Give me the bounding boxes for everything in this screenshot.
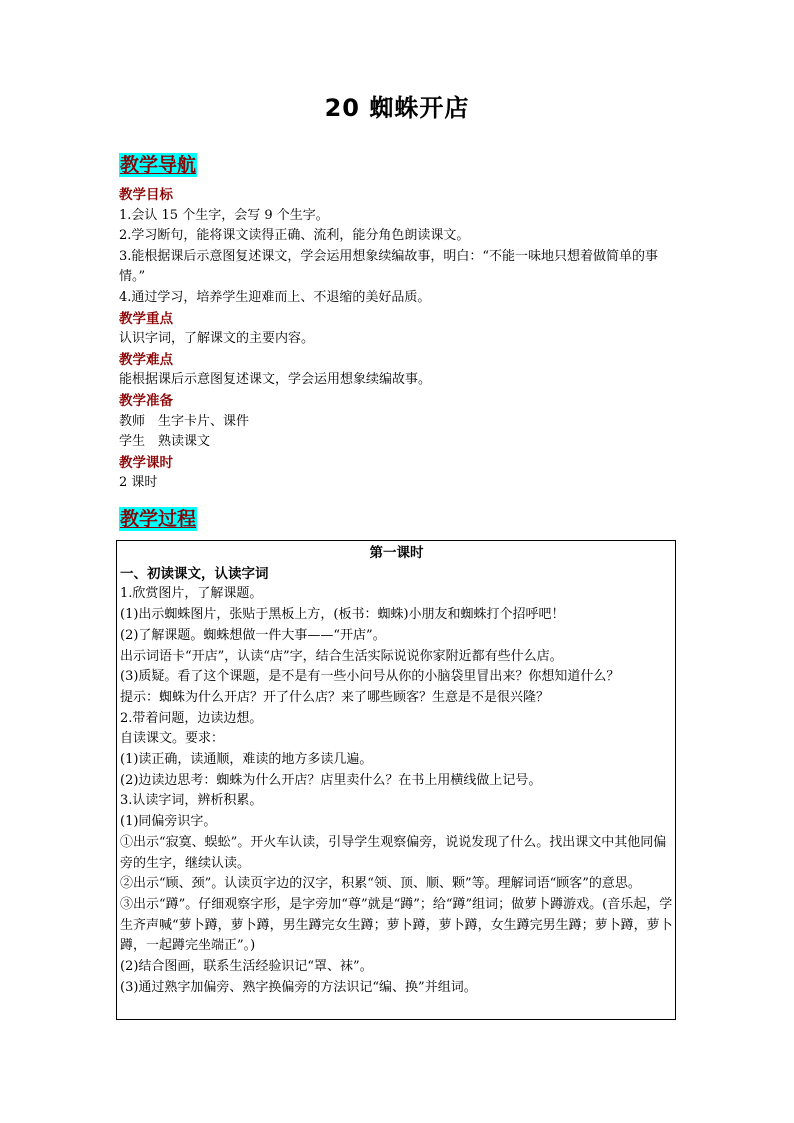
plan-line: 3.能根据课后示意图复述课文，学会运用想象续编故事，明白：“不能一味地只想着做简单的事情。” (119, 248, 659, 285)
lesson-line: (2)了解课题。蜘蛛想做一件大事——“开店”。 (120, 627, 386, 643)
plan-line: 4.通过学习，培养学生迎难而上、不退缩的美好品质。 (119, 289, 431, 305)
lesson-line: 自读课文。要求： (120, 731, 225, 747)
lesson-line: (1)出示蜘蛛图片，张贴于黑板上方，(板书：蜘蛛)小朋友和蜘蛛打个招呼吧！ (120, 607, 565, 623)
lesson-content (120, 584, 673, 998)
lesson-part-title: 一、初读课文，认读字词 (120, 565, 269, 582)
lesson-line: (1)读正确，读通顺，难读的地方多读几遍。 (120, 752, 373, 768)
plan-subheading: 教学准备 (119, 392, 173, 409)
lesson-line: 2.带着问题，边读边想。 (120, 710, 263, 726)
plan-subheading: 教学重点 (119, 310, 173, 327)
lesson-table (116, 540, 676, 1020)
lesson-line: ③出示“蹲”。仔细观察字形，是字旁加“尊”就是“蹲”；给“蹲”组词；做萝卜蹲游戏。(音乐起，学生齐声喊“萝卜蹲，萝卜蹲，男生蹲完女生蹲；萝卜蹲，萝卜蹲，女生蹲完男生蹲；萝卜蹲，萝卜蹲，一起蹲完坐端正”。) (120, 896, 673, 954)
lesson-line: (1)同偏旁识字。 (120, 814, 217, 830)
plan-line: 教师 生字卡片、课件 (119, 413, 250, 429)
plan-subheading: 教学课时 (119, 454, 173, 471)
plan-subheading: 教学目标 (119, 187, 173, 203)
plan-line: 学生 熟读课文 (119, 434, 211, 450)
lesson-line: 3.认读字词，辨析积累。 (120, 793, 263, 809)
lesson-line: (2)边读边思考：蜘蛛为什么开店？店里卖什么？在书上用横线做上记号。 (120, 772, 542, 788)
teaching-process-heading: 教学过程 (120, 508, 197, 530)
plan-line: 认识字词，了解课文的主要内容。 (119, 331, 315, 347)
teaching-navigation-heading: 教学导航 (120, 154, 197, 176)
lesson-line: (3)质疑。看了这个课题，是不是有一些小问号从你的小脑袋里冒出来？你想知道什么？ (120, 669, 620, 685)
plan-line: 能根据课后示意图复述课文，学会运用想象续编故事。 (119, 372, 432, 388)
teaching-plan (119, 185, 679, 494)
lesson-line: (2)结合图画，联系生活经验识记“罩、袜”。 (120, 959, 373, 975)
lesson-heading: 第一课时 (369, 545, 424, 561)
page-title: 20 蜘蛛开店 (324, 94, 470, 122)
lesson-line: (3)通过熟字加偏旁、熟字换偏旁的方法识记“编、换”并组词。 (120, 979, 477, 995)
plan-line: 2.学习断句，能将课文读得正确、流利，能分角色朗读课文。 (119, 228, 470, 244)
plan-line: 1.会认 15 个生字，会写 9 个生字。 (119, 207, 329, 223)
lesson-line: 出示词语卡“开店”，认读“店”字，结合生活实际说说你家附近都有些什么店。 (120, 648, 563, 664)
lesson-line: 提示：蜘蛛为什么开店？开了什么店？来了哪些顾客？生意是不是很兴隆？ (120, 689, 550, 705)
lesson-line: ②出示“顾、颈”。认读页字边的汉字，积累“领、顶、顺、颗”等。理解词语“顾客”的意思。 (120, 876, 641, 892)
plan-subheading: 教学难点 (119, 351, 173, 368)
lesson-line: ①出示“寂寞、蜈蚣”。开火车认读，引导学生观察偏旁，说说发现了什么。找出课文中其他同偏旁的生字，继续认读。 (120, 834, 667, 871)
lesson-line: 1.欣赏图片，了解课题。 (120, 586, 263, 602)
plan-line: 2 课时 (119, 475, 158, 491)
